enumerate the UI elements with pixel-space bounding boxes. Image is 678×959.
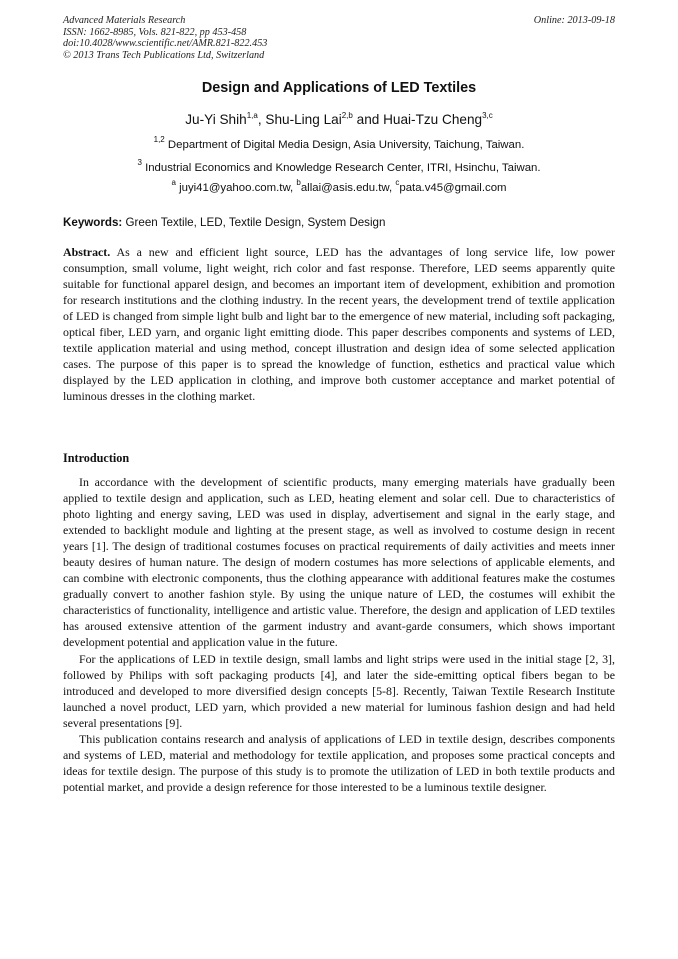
affiliation-mark: 3 (137, 158, 142, 167)
email-mark: a (171, 178, 176, 187)
author-affiliation-mark: 1,a (246, 111, 258, 120)
affiliation-text: Industrial Economics and Knowledge Research Center, ITRI, Hsinchu, Taiwan. (145, 162, 541, 174)
email-list (0, 178, 678, 194)
affiliation (0, 135, 678, 151)
author-name: Ju-Yi Shih (185, 112, 247, 127)
doi-line: doi:10.4028/www.scientific.net/AMR.821-822.453 (63, 38, 268, 50)
online-date: Online: 2013-09-18 (533, 15, 615, 26)
author-name: Huai-Tzu Cheng (383, 112, 483, 127)
introduction-body (63, 474, 615, 795)
author-separator: and (352, 112, 384, 127)
paragraph: For the applications of LED in textile design, small lambs and light strips were used in the initial stage [2, 3], followed by Philips with soft packaging products [4], and later the side-emitting optical fibers began to be introduced and developed to more diversified design concepts [5-8]. Recently, Taiwan Textile Research Institute launched a novel product, LED yarn, which provided a new material for luminous fashion design and had held several presentations [9]. (63, 651, 615, 730)
email-mark: b (296, 178, 301, 187)
email-address[interactable]: allai@asis.edu.tw, (300, 182, 396, 194)
issn-line: ISSN: 1662-8985, Vols. 821-822, pp 453-458 (63, 26, 247, 38)
email-address[interactable]: juyi41@yahoo.com.tw, (179, 182, 297, 194)
affiliation-mark: 1,2 (153, 135, 165, 144)
paragraph: In accordance with the development of scientific products, many emerging materials have gradually been applied to textile design and application, such as LED, heating element and solar cell. Due to characteristics of photo lighting and energy saving, LED was used in display, advertisement and signal in the early stage, and extended to backlight module and lighting at the present stage, as well as involved to costume design in recent years [1]. The design of traditional costumes focuses on practical requirements of daily activities and meets inner beauty desires of human nature. The design of modern costumes has more selections of applicable elements, and can combine with electronic components, thus the clothing appearance with additional features make the costumes gradually convert to another fashion style. By using the unique nature of LED, the costumes will exhibit the characteristics of functionality, intelligence and artistic value. Therefore, the design and application of LED textiles has aroused extensive attention of the garment industry and avant-garde consumers, which shows important development potential and application value in the future. (63, 475, 615, 650)
abstract (63, 244, 615, 404)
email-mark: c (395, 178, 400, 187)
author-name: Shu-Ling Lai (265, 112, 342, 127)
email-address[interactable]: pata.v45@gmail.com (399, 182, 507, 194)
affiliation (0, 158, 678, 174)
paper-title: Design and Applications of LED Textiles (201, 80, 477, 96)
paragraph: This publication contains research and analysis of applications of LED in textile design, describes components and systems of LED, material and methodology for textile application, and proposes some practical concepts and ideas for textile design. The purpose of this study is to promote the utilization of LED in both textile products and potential market, and provide a design reference for those interested to be a luminous textile designer. (63, 731, 615, 794)
keywords-label: Keywords: (63, 216, 123, 229)
keywords-line (63, 216, 615, 229)
author-affiliation-mark: 2,b (341, 111, 353, 120)
copyright-line: © 2013 Trans Tech Publications Ltd, Switzerland (63, 49, 265, 61)
affiliation-text: Department of Digital Media Design, Asia University, Taichung, Taiwan. (167, 139, 525, 151)
author-list (0, 112, 678, 127)
journal-name: Advanced Materials Research (63, 15, 186, 26)
author-affiliation-mark: 3,c (482, 111, 493, 120)
abstract-label: Abstract. (63, 245, 111, 259)
journal-header (63, 15, 267, 61)
author-separator: , (257, 112, 266, 127)
keywords-text: Green Textile, LED, Textile Design, System Design (125, 216, 386, 229)
section-heading-introduction: Introduction (63, 451, 130, 465)
abstract-text: As a new and efficient light source, LED has the advantages of long service life, low power consumption, small volume, light weight, rich color and fast response. Therefore, LED seems apparently quite suitable for functional apparel design, and becomes an important item of development, exhibition and promotion for research institutions and the clothing industry. In the recent years, the development trend of textile application of LED is changed from simple light bulb and light bar to the emergence of new material, including soft packaging, optical fiber, LED yarn, and organic light emitting diode. This paper describes components and systems of LED, textile application material and using method, concept illustration and design idea of some selected application cases. The purpose of this paper is to spread the knowledge of function, esthetics and practical value which displayed by the LED application in clothing, and improve both customer acceptance and market potential of luminous dresses in the clothing market. (63, 245, 615, 404)
